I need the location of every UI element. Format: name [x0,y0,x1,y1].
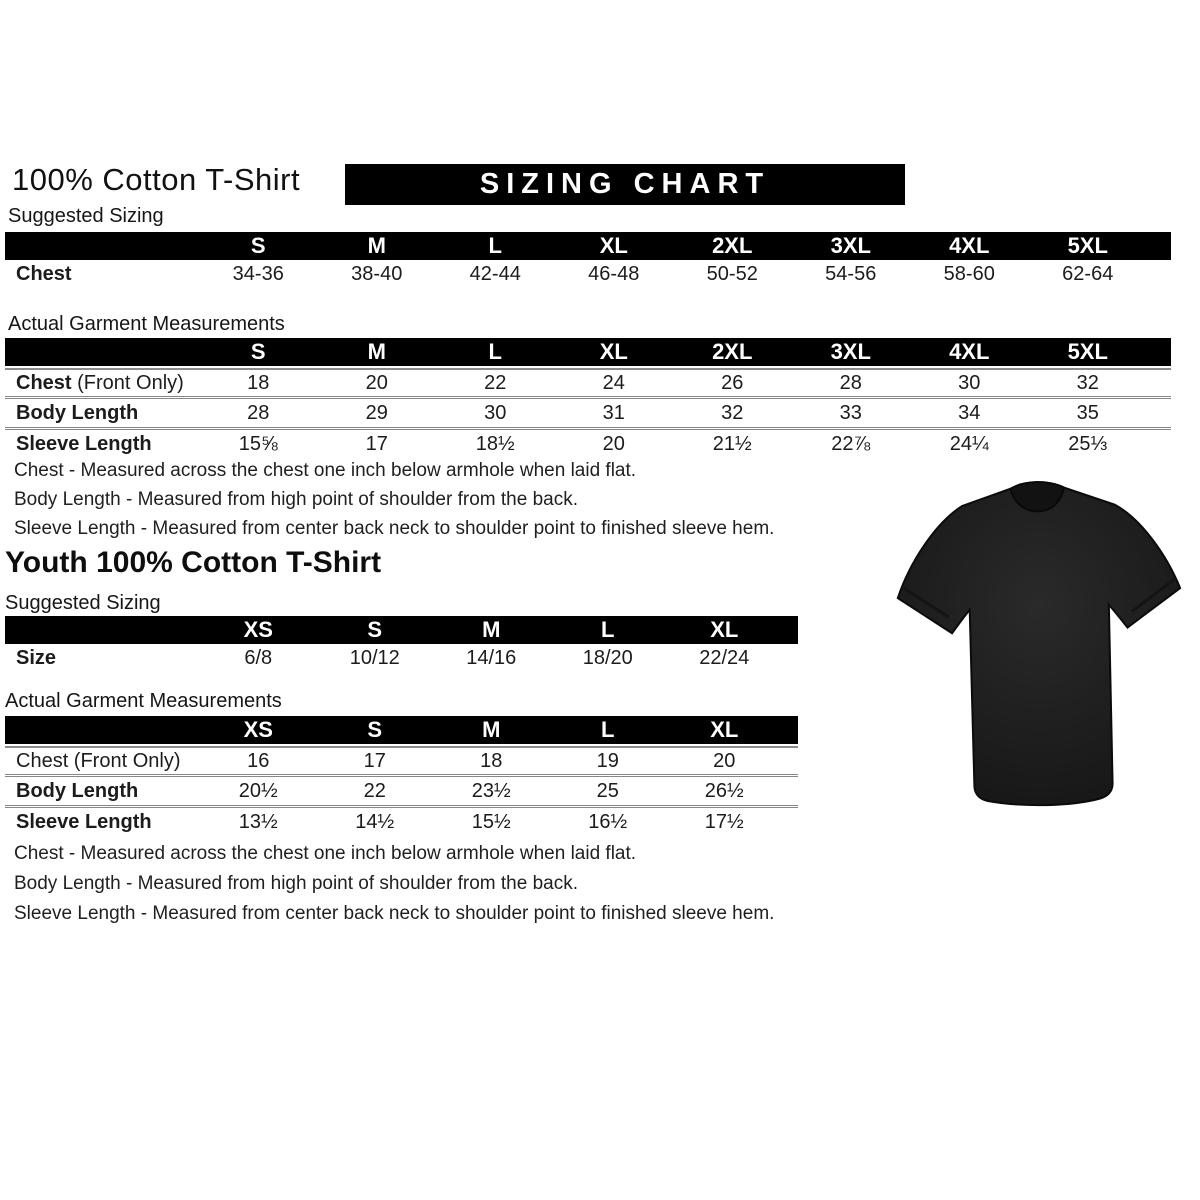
table-row [5,805,798,836]
row-label: Chest (Front Only) [16,371,184,394]
measurement-value: 14½ [355,810,395,833]
note-line: Sleeve Length - Measured from center back neck to shoulder point to finished sleeve hem. [14,518,775,539]
adult-measurement-notes [14,456,774,543]
measurement-value: 30 [958,371,981,394]
note-line: Chest - Measured across the chest one inch below armhole when laid flat. [14,460,637,481]
row-label: Sleeve Length [16,810,152,833]
size-column-header: XL [599,339,628,364]
table-row [5,774,798,805]
note-line: Body Length - Measured from high point of shoulder from the back. [14,873,578,894]
youth-actual-measurements-table [5,716,798,836]
table-row [5,368,1171,396]
adult-actual-measurements-table [5,338,1171,458]
size-column-header: 2XL [712,339,753,364]
measurement-value: 32 [1076,371,1099,394]
size-column-header: XS [243,617,273,642]
measurement-value: 22 [484,371,507,394]
measurement-value: 15½ [471,810,511,833]
measurement-value: 10/12 [349,646,400,669]
row-label: Chest (Front Only) [16,749,181,772]
measurement-value: 29 [365,401,388,424]
size-column-header: 4XL [949,233,990,258]
measurement-value: 16½ [588,810,628,833]
table-row [5,427,1171,458]
size-column-header: 5XL [1067,339,1108,364]
size-column-header: L [601,717,615,742]
measurement-value: 33 [839,401,862,424]
measurement-value: 21½ [712,432,752,455]
measurement-value: 31 [602,401,625,424]
measurement-value: 24 [602,371,625,394]
size-header-row [5,232,1171,260]
black-tshirt-icon [882,465,1197,819]
size-column-header: XS [243,717,273,742]
measurement-value: 50-52 [706,262,758,285]
measurement-value: 18 [480,749,503,772]
youth-section-title: Youth 100% Cotton T-Shirt [5,546,382,579]
size-column-header: L [488,233,502,258]
table-row [5,644,798,672]
adult-suggested-sizing-label: Suggested Sizing [8,205,164,227]
sizing-chart-banner-text: SIZING CHART [479,168,771,200]
measurement-value: 35 [1076,401,1099,424]
youth-measurement-notes [14,839,774,929]
size-column-header: M [367,339,386,364]
measurement-value: 19 [596,749,619,772]
table-row [5,746,798,774]
size-column-header: L [488,339,502,364]
measurement-value: 23½ [471,779,511,802]
size-column-header: XL [710,617,739,642]
size-column-header: 4XL [949,339,990,364]
youth-actual-measurements-label: Actual Garment Measurements [5,690,282,712]
measurement-value: 20½ [238,779,278,802]
measurement-value: 30 [484,401,507,424]
measurement-value: 20 [365,371,388,394]
measurement-value: 13½ [238,810,278,833]
measurement-value: 18½ [475,432,515,455]
measurement-value: 38-40 [351,262,403,285]
size-column-header: XL [710,717,739,742]
size-column-header: 3XL [830,233,871,258]
size-column-header: L [601,617,615,642]
size-column-header: 5XL [1067,233,1108,258]
measurement-value: 18 [247,371,270,394]
youth-suggested-sizing-label: Suggested Sizing [5,592,161,614]
page-title: 100% Cotton T-Shirt [12,162,301,197]
measurement-value: 22 [363,779,386,802]
size-column-header: XL [599,233,628,258]
size-column-header: S [250,233,266,258]
size-header-row [5,716,798,744]
measurement-value: 17 [363,749,386,772]
measurement-value: 24¼ [949,432,989,455]
size-column-header: M [367,233,386,258]
measurement-value: 34 [958,401,981,424]
measurement-value: 28 [839,371,862,394]
measurement-value: 17½ [704,810,744,833]
measurement-value: 34-36 [232,262,284,285]
measurement-value: 20 [602,432,625,455]
size-column-header: 2XL [712,233,753,258]
measurement-value: 42-44 [469,262,521,285]
measurement-value: 22⅞ [831,432,871,455]
size-header-row [5,338,1171,366]
measurement-value: 26 [721,371,744,394]
measurement-value: 20 [713,749,736,772]
tshirt-image [882,465,1197,819]
measurement-value: 46-48 [588,262,640,285]
measurement-value: 58-60 [943,262,995,285]
measurement-value: 18/20 [582,646,633,669]
measurement-value: 54-56 [825,262,877,285]
note-line: Sleeve Length - Measured from center back neck to shoulder point to finished sleeve hem. [14,903,775,924]
measurement-value: 17 [365,432,388,455]
measurement-value: 26½ [704,779,744,802]
size-column-header: S [250,339,266,364]
youth-suggested-sizing-table [5,616,798,672]
adult-actual-measurements-label: Actual Garment Measurements [8,313,285,335]
size-header-row [5,616,798,644]
measurement-value: 25 [596,779,619,802]
size-column-header: 3XL [830,339,871,364]
row-label: Sleeve Length [16,432,152,455]
measurement-value: 62-64 [1062,262,1114,285]
row-label: Size [16,646,57,669]
measurement-value: 25⅓ [1068,432,1108,455]
table-row [5,260,1171,288]
measurement-value: 15⅝ [238,432,278,455]
measurement-value: 16 [247,749,270,772]
size-column-header: M [482,617,501,642]
measurement-value: 22/24 [699,646,750,669]
measurement-value: 28 [247,401,270,424]
note-line: Chest - Measured across the chest one inch below armhole when laid flat. [14,843,637,864]
row-label: Body Length [16,779,139,802]
table-row [5,396,1171,427]
adult-suggested-sizing-table [5,232,1171,288]
note-line: Body Length - Measured from high point of shoulder from the back. [14,489,578,510]
size-column-header: S [367,717,383,742]
size-column-header: S [367,617,383,642]
measurement-value: 6/8 [244,646,273,669]
size-column-header: M [482,717,501,742]
sizing-chart-banner [345,164,905,205]
measurement-value: 32 [721,401,744,424]
row-label: Body Length [16,401,139,424]
row-label: Chest [16,262,72,285]
measurement-value: 14/16 [466,646,517,669]
